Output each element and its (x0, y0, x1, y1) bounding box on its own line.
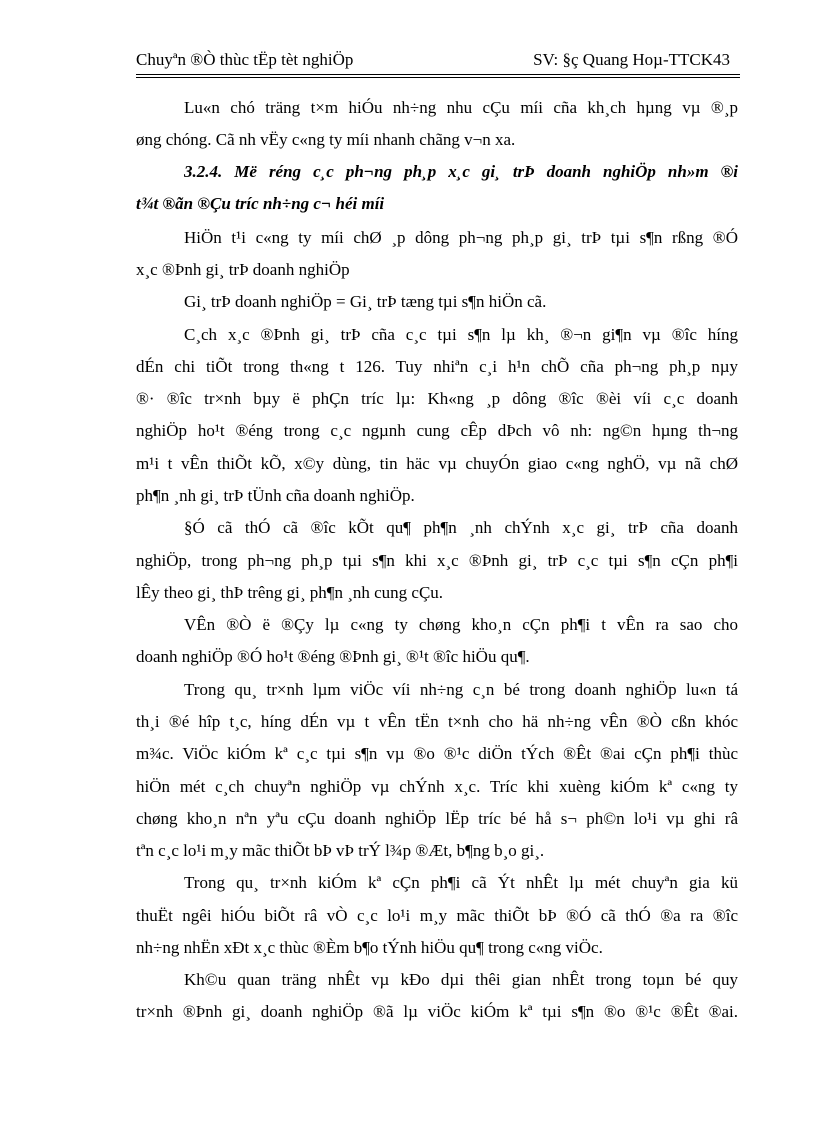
header-author: SV: §ç Quang Hoµ-TTCK43 (533, 50, 730, 69)
text-line: m¹i t vÊn thiÕt kÕ, x©y dùng, tin häc vµ chuyÓn giao c«ng nghÖ, vµ nã chØ (136, 454, 738, 473)
text-line: m¾c. ViÖc kiÓm kª c¸c tµi s¶n vµ ®o ®¹c diÖn tÝch ®Êt ®ai cÇn ph¶i thùc (136, 744, 738, 763)
text-line: Trong qu¸ tr×nh lµm viÖc víi nh÷ng c¸n bé trong doanh nghiÖp lu«n tá (184, 680, 738, 699)
text-line: §Ó cã thÓ cã ®îc kÕt qu¶ ph¶n ¸nh chÝnh x¸c gi¸ trÞ cña doanh (184, 518, 738, 537)
text-line: HiÖn t¹i c«ng ty míi chØ ¸p dông ph¬ng ph¸p gi¸ trÞ tµi s¶n rßng ®Ó (184, 228, 738, 247)
text-line: VÊn ®Ò ë ®Çy lµ c«ng ty chøng kho¸n cÇn ph¶i t vÊn ra sao cho (184, 615, 738, 634)
section-heading: 3.2.4. Më réng c¸c ph¬ng ph¸p x¸c gi¸ trÞ doanh nghiÖp nh»m ®i (184, 162, 738, 181)
header-title: Chuyªn ®Ò thùc tËp tèt nghiÖp (136, 50, 354, 69)
text-line: Trong qu¸ tr×nh kiÓm kª cÇn ph¶i cã Ýt nhÊt lµ mét chuyªn gia kü (184, 873, 738, 892)
text-line: chøng kho¸n nªn yªu cÇu doanh nghiÖp lËp tríc bé hå s¬ ph©n lo¹i vµ ghi râ (136, 809, 738, 828)
text-line: øng chóng. Cã nh vËy c«ng ty míi nhanh chãng v¬n xa. (136, 130, 516, 149)
text-line: x¸c ®Þnh gi¸ trÞ doanh nghiÖp (136, 260, 350, 279)
text-line: dÉn chi tiÕt trong th«ng t 126. Tuy nhiªn c¸i h¹n chÕ cña ph¬ng ph¸p nµy (136, 357, 738, 376)
text-line: lÊy theo gi¸ thÞ trêng gi¸ ph¶n ¸nh cung cÇu. (136, 583, 444, 602)
section-heading: t¾t ®ãn ®Çu tríc nh÷ng c¬ héi míi (136, 194, 385, 213)
text-line: nghiÖp, trong ph¬ng ph¸p tµi s¶n khi x¸c ®Þnh gi¸ trÞ c¸c tµi s¶n cÇn ph¶i (136, 551, 738, 570)
text-line: hiÖn mét c¸ch chuyªn nghiÖp vµ chÝnh x¸c. Tríc khi xuèng kiÓm kª c«ng ty (136, 777, 738, 796)
text-line: tªn c¸c lo¹i m¸y mãc thiÕt bÞ vÞ trÝ l¾p ®Æt, b¶ng b¸o gi¸. (136, 841, 545, 860)
text-line: nghiÖp ho¹t ®éng trong c¸c ngµnh cung cÊp dÞch vô nh: ng©n hµng th¬ng (136, 421, 738, 440)
text-line: th¸i ®é hîp t¸c, híng dÉn vµ t vÊn tËn t×nh cho hä nh÷ng vÊn ®Ò cßn khóc (136, 712, 738, 731)
text-line: nh÷ng nhËn xÐt x¸c thùc ®Èm b¶o tÝnh hiÖu qu¶ trong c«ng viÖc. (136, 938, 603, 957)
text-line: C¸ch x¸c ®Þnh gi¸ trÞ cña c¸c tµi s¶n lµ kh¸ ®¬n gi¶n vµ ®îc híng (184, 325, 738, 344)
text-line: Kh©u quan träng nhÊt vµ kÐo dµi thêi gian nhÊt trong toµn bé quy (184, 970, 738, 989)
text-line: thuËt ngêi hiÓu biÕt râ vÒ c¸c lo¹i m¸y mãc thiÕt bÞ ®Ó cã thÓ ®a ra ®îc (136, 906, 738, 925)
text-line: ®· ®îc tr×nh bµy ë phÇn tríc lµ: Kh«ng ¸p dông ®îc ®èi víi c¸c doanh (136, 389, 738, 408)
header-divider (136, 74, 740, 78)
text-line: tr×nh ®Þnh gi¸ doanh nghiÖp ®ã lµ viÖc kiÓm kª tµi s¶n ®o ®¹c ®Êt ®ai. (136, 1002, 738, 1021)
text-line: Lu«n chó träng t×m hiÓu nh÷ng nhu cÇu míi cña kh¸ch hµng vµ ®¸p (184, 98, 738, 117)
text-line: doanh nghiÖp ®Ó ho¹t ®éng ®Þnh gi¸ ®¹t ®îc hiÖu qu¶. (136, 647, 530, 666)
text-line: ph¶n ¸nh gi¸ trÞ tÜnh cña doanh nghiÖp. (136, 486, 415, 505)
formula-line: Gi¸ trÞ doanh nghiÖp = Gi¸ trÞ tæng tµi s¶n hiÖn cã. (184, 292, 547, 311)
